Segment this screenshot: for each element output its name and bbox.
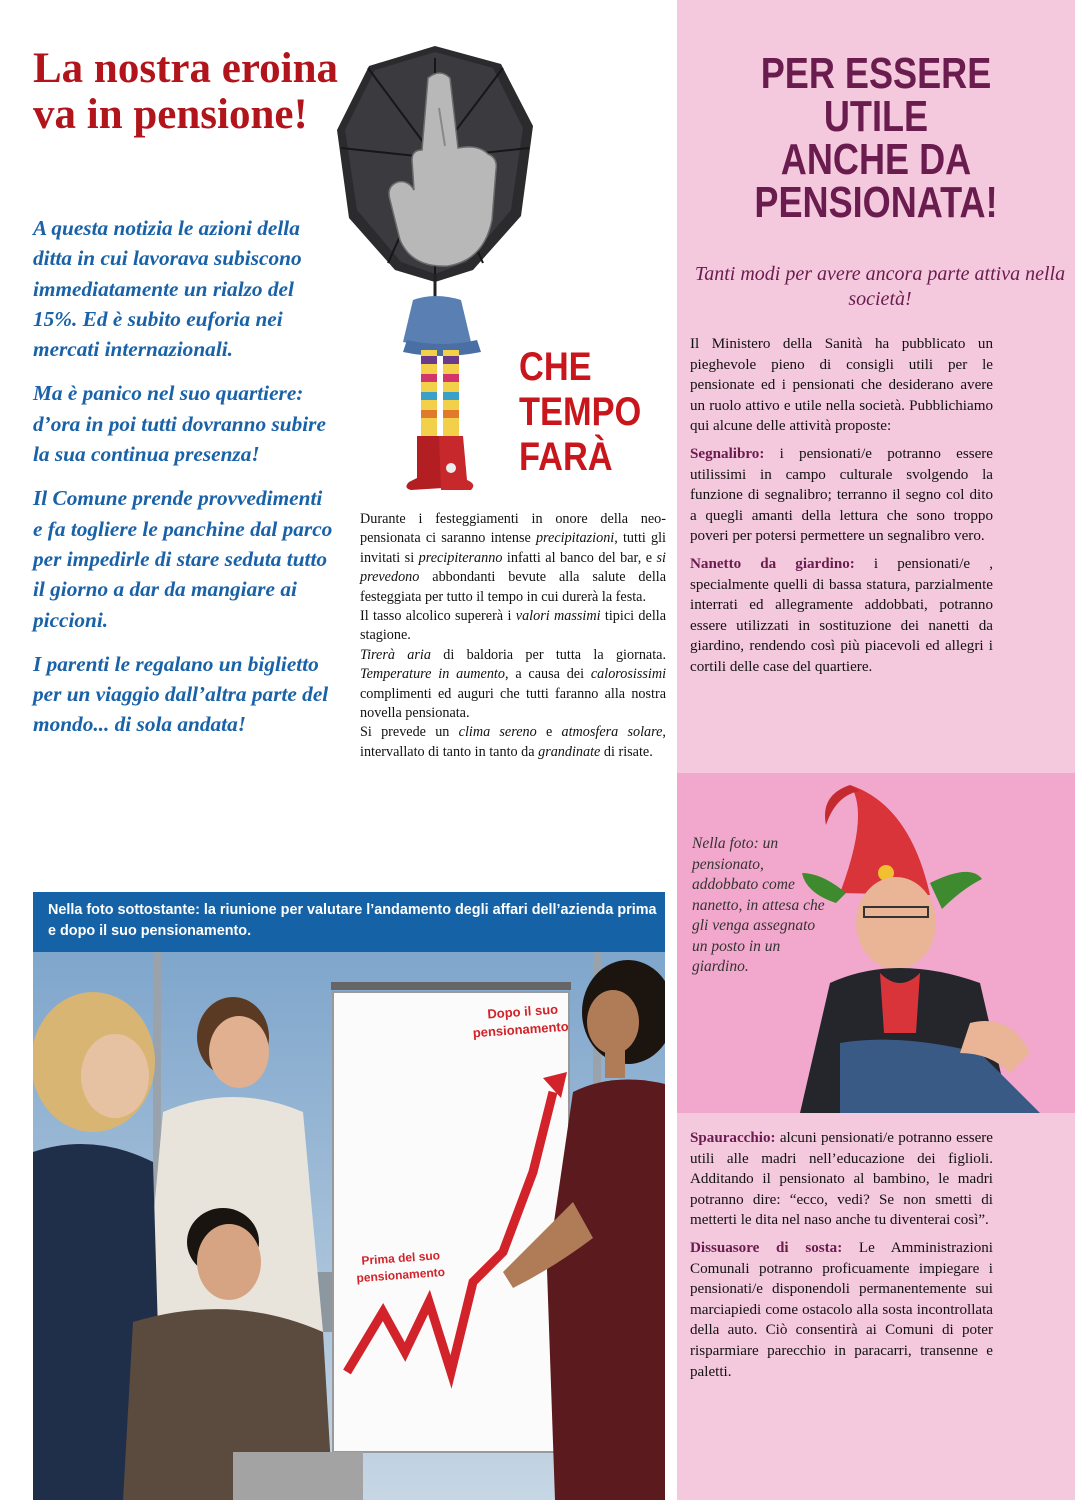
- italic-run: valori massimi: [515, 608, 601, 625]
- right-headline: [715, 49, 1036, 227]
- item-term: Spauracchio:: [690, 1130, 776, 1146]
- italic-run: precipitazioni: [535, 530, 615, 547]
- item-text: i pensionati/e , specialmente quelli di bassa statura, parzialmente interrati ed allegramente addobbati, potranno essere utilizzati in sostituzione dei nanetti da giardino, rendendo così più piacevoli ed allegri i cortili delle case del quartiere.: [690, 555, 993, 675]
- gnome-photo-caption: Nella foto: un pensionato, addobbato come nanetto, in attesa che gli venga assegnato un posto in un giardino.: [692, 835, 825, 975]
- right-article-bottom: [690, 1128, 993, 1389]
- text-run: infatti al banco del bar, e: [502, 549, 657, 566]
- item-text: alcuni pensionati/e potranno essere utili alle madri nell’educazione dei figlioli. Additando il pensionato al bambino, le madri potranno dire: “ecco, vedi? Se non smetti di metterti le dita nel naso anche tu diventerai così”.: [690, 1130, 993, 1229]
- left-paragraph-2: Ma è panico nel suo quartiere: d’ora in poi tutti dovranno subire la sua continua presenza!: [33, 381, 326, 467]
- italic-run: clima sereno: [458, 724, 537, 741]
- right-headline-line-2: UTILE: [823, 92, 929, 141]
- right-intro: Il Ministero della Sanità ha pubblicato un pieghevole pieno di consigli utili per le pensionate ed i pensionati che desiderano avere un ruolo attivo e utile nella società. Pubblichiamo qui alcune delle attività proposte:: [690, 336, 993, 435]
- forecast-paragraph-4: [360, 723, 666, 762]
- left-paragraph-1: A questa notizia le azioni della ditta in cui lavorava subiscono immediatamente un rialzo del 15%. Ed è subito euforia nei mercati internazionali.: [33, 216, 302, 362]
- weather-headline: [519, 345, 641, 480]
- umbrella-girl-illustration: [333, 38, 538, 498]
- gnome-pensioner-photo: [800, 773, 1075, 1113]
- weather-headline-line-2: TEMPO: [519, 390, 642, 434]
- item-text: i pensionati/e potranno essere utilissimi in campo culturale svolgendo la funzione di segnalibro; terranno il segno col dito a quegli amanti della lettura che sono troppo poveri per potersi permettere un segnalibro vero.: [690, 445, 993, 545]
- item-segnalibro: [690, 444, 993, 547]
- weather-forecast-text: [360, 510, 666, 762]
- item-term: Segnalibro:: [690, 445, 765, 462]
- text-run: abbondanti bevute alla salute della festeggiata per tutto il tempo in cui durerà la festa.: [360, 569, 666, 605]
- text-run: tipici della stagione.: [360, 608, 667, 644]
- text-run: Durante i festeggiamenti in onore della neo-pensionata ci saranno intense: [360, 511, 666, 547]
- text-run: Si prevede un: [360, 724, 459, 741]
- right-subtitle: Tanti modi per avere ancora parte attiva nella società!: [694, 263, 1066, 310]
- chart-label-after-line2: pensionamento: [472, 1018, 570, 1041]
- text-run: , tutti gli invitati si: [360, 530, 666, 566]
- right-article-top: [690, 334, 993, 685]
- text-run: di baldoria per tutta la giornata.: [430, 646, 666, 663]
- chart-label-after-line1: Dopo il suo: [486, 1001, 559, 1022]
- text-run: Il tasso alcolico supererà i: [360, 608, 516, 625]
- forecast-paragraph-3: [360, 646, 666, 724]
- meeting-photo: [33, 952, 665, 1500]
- italic-run: Tirerà aria: [360, 646, 431, 663]
- text-run: e: [536, 724, 562, 741]
- item-dissuasore: [690, 1238, 993, 1382]
- item-text: Le Amministrazioni Comunali potranno proficuamente impiegare i pensionati/e disponendoli permanentemente sui marciapiedi come ostacolo alla sosta incontrollata della auto. Ciò consentirà ai Comuni di poter risparmiare parecchio in paracarri, transenne e paletti.: [690, 1239, 993, 1380]
- left-paragraph-3: Il Comune prende provvedimenti e fa togliere le panchine dal parco per impedirle di stare seduta tutto il giorno a dar da mangiare ai piccioni.: [33, 486, 333, 632]
- photo-caption-text: Nella foto sottostante: la riunione per valutare l’andamento degli affari dell’azienda prima e dopo il suo pensionamento.: [48, 902, 657, 939]
- weather-headline-line-3: FARÀ: [519, 435, 613, 479]
- forecast-paragraph-2: [360, 607, 666, 646]
- chart-label-before-line1: Prima del suo: [360, 1248, 441, 1268]
- text-run: complimenti ed auguri che tutti faranno alla nostra novella pensionata.: [360, 685, 666, 722]
- text-run: di risate.: [600, 743, 653, 760]
- right-headline-line-4: PENSIONATA!: [754, 178, 998, 227]
- item-spauracchio: [690, 1128, 993, 1231]
- text-run: , intervallato di tanto in tanto da: [360, 724, 666, 760]
- left-story: [33, 213, 333, 754]
- italic-run: calorosissimi: [590, 666, 667, 683]
- right-headline-line-3: ANCHE DA: [780, 135, 972, 184]
- photo-caption-bar: [33, 892, 665, 952]
- item-term: Nanetto da giardino:: [690, 555, 855, 572]
- left-paragraph-4: I parenti le regalano un biglietto per un viaggio dall’altra parte del mondo... di sola andata!: [33, 651, 329, 737]
- forecast-paragraph-1: [360, 510, 666, 607]
- italic-run: si prevedono: [360, 549, 666, 586]
- weather-headline-line-1: CHE: [519, 345, 592, 389]
- text-run: , a causa dei: [504, 666, 591, 683]
- item-term: Dissuasore di sosta:: [690, 1239, 843, 1256]
- main-title: La nostra eroina va in pensione!: [33, 45, 338, 138]
- italic-run: grandinate: [538, 743, 601, 760]
- italic-run: precipiteranno: [418, 549, 503, 566]
- item-nanetto: [690, 554, 993, 678]
- right-headline-line-1: PER ESSERE: [760, 49, 992, 98]
- italic-run: atmosfera solare: [561, 724, 663, 741]
- chart-label-before-line2: pensionamento: [355, 1264, 446, 1286]
- italic-run: Temperature in aumento: [360, 666, 505, 683]
